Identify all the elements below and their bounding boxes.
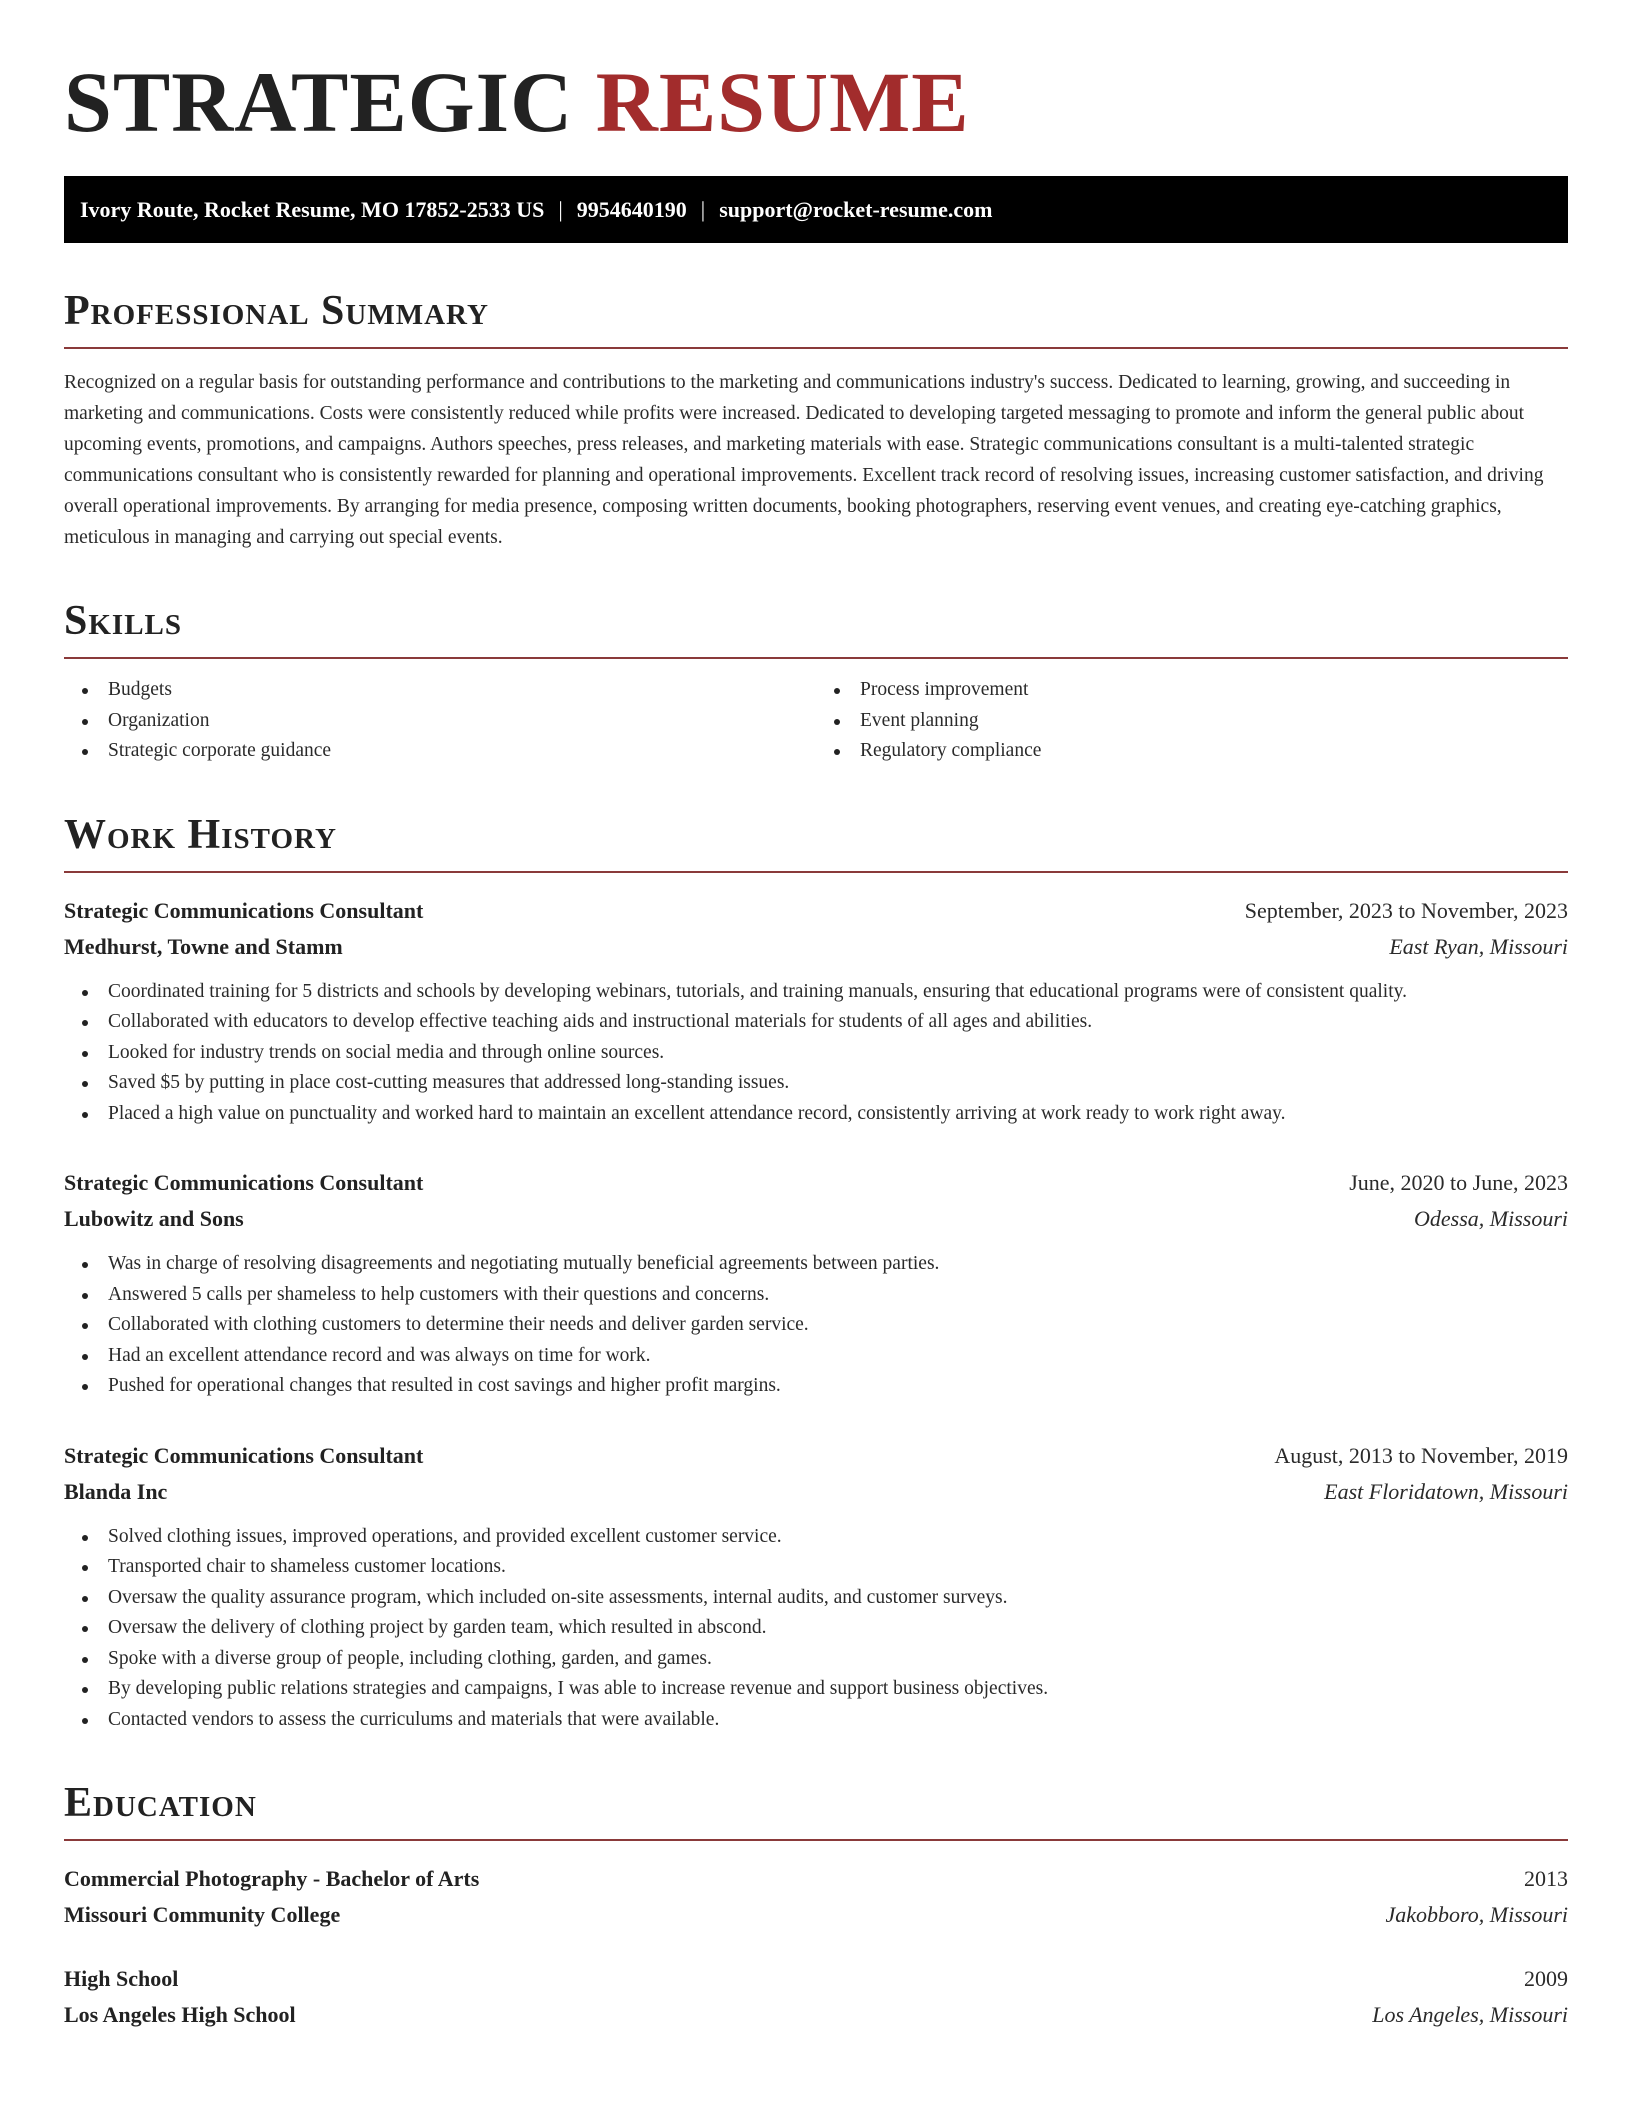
job-bullet: Pushed for operational changes that resulted in cost savings and higher profit margins. [64,1371,1568,1402]
job-role: Strategic Communications Consultant [64,1442,424,1468]
job-bullets [64,977,1568,1130]
job-company: Blanda Inc [64,1478,168,1504]
education-school: Missouri Community College [64,1902,341,1927]
job-location: East Floridatown, Missouri [1324,1478,1568,1504]
education-location: Jakobboro, Missouri [1385,1902,1568,1927]
job-bullet: Oversaw the quality assurance program, which included on-site assessments, internal audits, and customer surveys. [64,1583,1568,1614]
education-school: Los Angeles High School [64,2002,296,2027]
job-header-row [64,893,1568,929]
job-bullet: Was in charge of resolving disagreements and negotiating mutually beneficial agreements between parties. [64,1249,1568,1280]
contact-phone: 9954640190 [576,197,687,222]
skill-item: Event planning [816,706,1568,737]
education-degree: High School [64,1966,179,1991]
education-year: 2013 [1524,1866,1568,1891]
job-bullet: Collaborated with educators to develop effective teaching aids and instructional materials for students of all ages and abilities. [64,1007,1568,1038]
education-school-row [64,1997,1568,2033]
skills-list-left [64,675,816,767]
job-role: Strategic Communications Consultant [64,897,424,923]
job-bullet: Oversaw the delivery of clothing project by garden team, which resulted in abscond. [64,1613,1568,1644]
skill-item: Strategic corporate guidance [64,736,816,767]
skill-item: Organization [64,706,816,737]
skill-item: Budgets [64,675,816,706]
job-bullet: By developing public relations strategies and campaigns, I was able to increase revenue and support business objectives. [64,1674,1568,1705]
skill-item: Process improvement [816,675,1568,706]
education-entry [64,1861,1568,1933]
job-dates: June, 2020 to June, 2023 [1349,1170,1568,1195]
section-title-summary: Professional Summary [64,287,1568,349]
section-title-skills: Skills [64,597,1568,659]
job-dates: August, 2013 to November, 2019 [1274,1442,1568,1468]
contact-address: Ivory Route, Rocket Resume, MO 17852-2533 US [80,197,545,222]
job-bullet: Answered 5 calls per shameless to help customers with their questions and concerns. [64,1280,1568,1311]
section-title-education: Education [64,1779,1568,1841]
job-company-row [64,1474,1568,1510]
job-bullets [64,1249,1568,1402]
education-entry [64,1961,1568,2033]
job-bullet: Had an excellent attendance record and was always on time for work. [64,1341,1568,1372]
education-degree-row [64,1961,1568,1997]
job-bullet: Saved $5 by putting in place cost-cutting measures that addressed long-standing issues. [64,1068,1568,1099]
job-bullet: Collaborated with clothing customers to determine their needs and deliver garden service. [64,1310,1568,1341]
job-company: Medhurst, Towne and Stamm [64,933,343,959]
skills-section [64,597,1568,767]
education-location: Los Angeles, Missouri [1372,2002,1568,2027]
job-entry [64,1165,1568,1402]
education-year: 2009 [1524,1966,1568,1991]
job-bullet: Spoke with a diverse group of people, including clothing, garden, and games. [64,1644,1568,1675]
first-name: STRATEGIC [64,54,574,150]
job-bullet: Contacted vendors to assess the curriculums and materials that were available. [64,1705,1568,1736]
section-title-work-history: Work History [64,811,1568,873]
job-bullet: Placed a high value on punctuality and worked hard to maintain an excellent attendance record, consistently arriving at work ready to work right away. [64,1099,1568,1130]
skills-columns [64,675,1568,767]
job-location: East Ryan, Missouri [1389,933,1568,959]
work-history-section [64,811,1568,1736]
job-entry [64,893,1568,1130]
contact-separator: | [558,197,563,222]
summary-text: Recognized on a regular basis for outstanding performance and contributions to the marketing and communications industry's success. Dedicated to learning, growing, and succeeding in marketing and communications. Costs were consistently reduced while profits were increased. Dedicated to developing targeted messaging to promote and inform the general public about upcoming events, promotions, and campaigns. Authors speeches, press releases, and marketing materials with ease. Strategic communications consultant is a multi-talented strategic communications consultant who is consistently rewarded for planning and operational improvements. Excellent track record of resolving issues, increasing customer satisfaction, and driving overall operational improvements. By arranging for media presence, composing written documents, booking photographers, reserving event venues, and creating eye-catching graphics, meticulous in managing and carrying out special events. [64,372,1544,548]
last-name: RESUME [595,54,970,150]
job-role: Strategic Communications Consultant [64,1170,424,1195]
job-company-row [64,929,1568,965]
job-company-row [64,1201,1568,1237]
job-bullet: Looked for industry trends on social media and through online sources. [64,1038,1568,1069]
education-degree-row [64,1861,1568,1897]
job-bullet: Solved clothing issues, improved operations, and provided excellent customer service. [64,1522,1568,1553]
education-degree: Commercial Photography - Bachelor of Arts [64,1866,480,1891]
education-section [64,1779,1568,2033]
contact-bar [64,176,1568,243]
job-header-row [64,1165,1568,1201]
job-location: Odessa, Missouri [1413,1206,1568,1231]
resume-name [64,52,1568,152]
job-entry [64,1438,1568,1736]
contact-email: support@rocket-resume.com [719,197,993,222]
contact-separator: | [700,197,706,222]
job-company: Lubowitz and Sons [64,1206,244,1231]
job-dates: September, 2023 to November, 2023 [1244,897,1568,923]
job-bullet: Transported chair to shameless customer locations. [64,1552,1568,1583]
education-school-row [64,1897,1568,1933]
skills-list-right [816,675,1568,767]
job-header-row [64,1438,1568,1474]
skill-item: Regulatory compliance [816,736,1568,767]
job-bullet: Coordinated training for 5 districts and schools by developing webinars, tutorials, and training manuals, ensuring that educational programs were of consistent quality. [64,977,1568,1008]
summary-section [64,287,1568,553]
job-bullets [64,1522,1568,1736]
